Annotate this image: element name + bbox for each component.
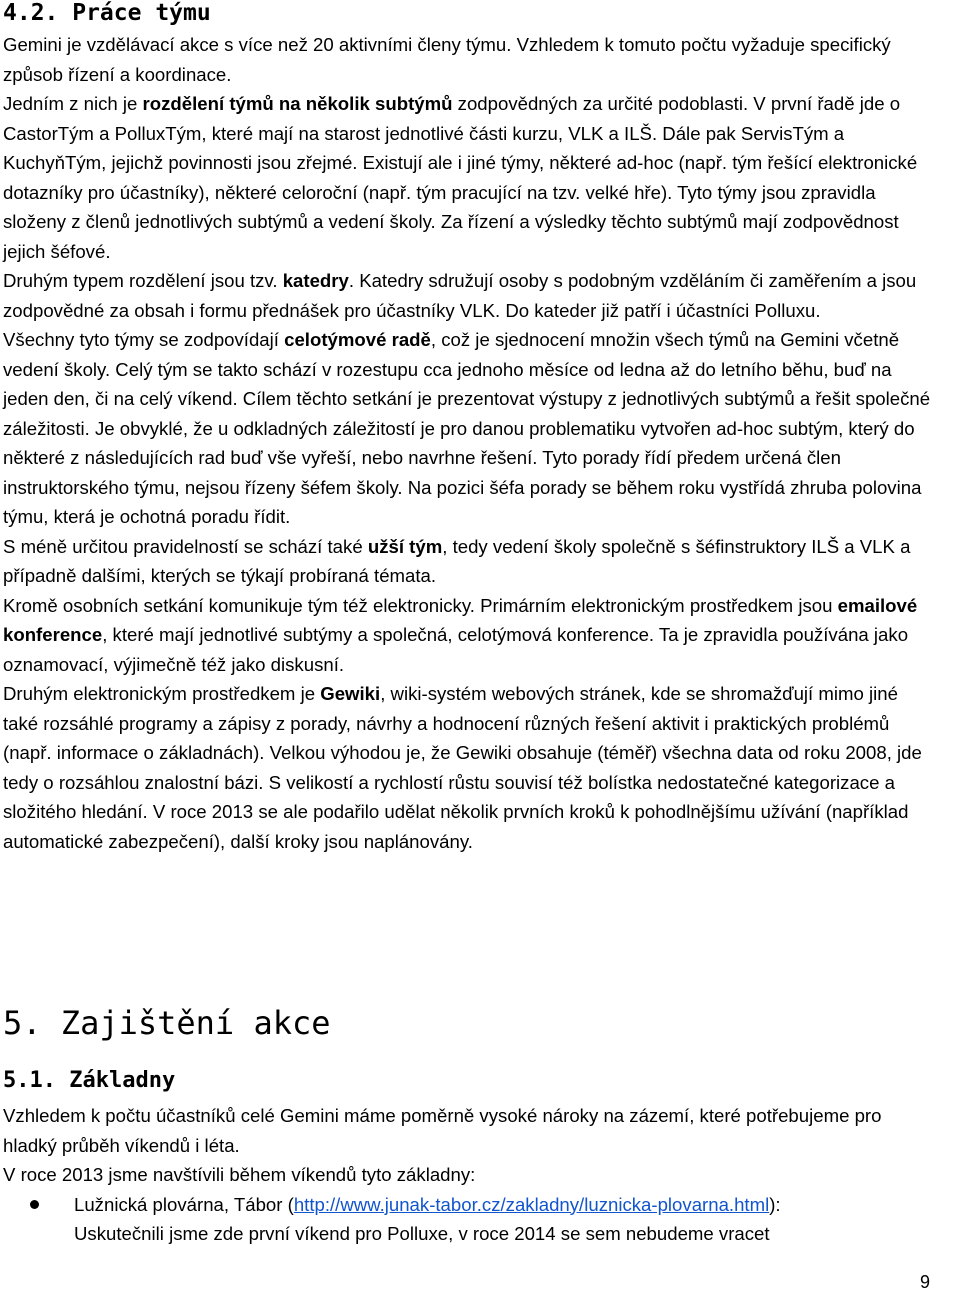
section-5-1-body bbox=[3, 1101, 933, 1249]
list-item-name: Lužnická plovárna, Tábor ( bbox=[74, 1193, 294, 1215]
bold-term: celotýmové radě bbox=[284, 329, 431, 350]
paragraph-text: . Katedry sdružují osoby s podobným vzděláním či zaměřením a jsou zodpovědné za obsah i formu přednášek pro účastníky VLK. Do kateder již patří i účastníci Polluxu. bbox=[3, 270, 917, 321]
paragraph-text: Jedním z nich je bbox=[3, 93, 143, 114]
paragraph-text: V roce 2013 jsme navštívili během víkendů tyto základny: bbox=[3, 1164, 476, 1185]
paragraph bbox=[3, 30, 933, 89]
paragraph-text: , které mají jednotlivé subtýmy a společná, celotýmová konference. Ta je zpravidla používána jako oznamovací, výjimečně též jako diskusní. bbox=[3, 624, 909, 675]
paragraph bbox=[3, 1101, 933, 1160]
chapter-heading-5: 5. Zajištění akce bbox=[3, 1004, 331, 1042]
base-list bbox=[3, 1190, 933, 1249]
paragraph bbox=[3, 679, 933, 856]
paragraph-text: Gemini je vzdělávací akce s více než 20 aktivními členy týmu. Vzhledem k tomuto počtu vyžaduje specifický způsob řízení a koordinace. bbox=[3, 34, 891, 85]
list-item-punct: ): bbox=[769, 1193, 781, 1215]
paragraph bbox=[3, 1160, 933, 1190]
paragraph-text: Vzhledem k počtu účastníků celé Gemini máme poměrně vysoké nároky na zázemí, které potřebujeme pro hladký průběh víkendů i léta. bbox=[3, 1105, 882, 1156]
paragraph-text: , což je sjednocení množin všech týmů na Gemini včetně vedení školy. Celý tým se takto schází v rozestupu cca jednoho měsíce od ledna až do letního běhu, buď na jeden den, či na celý víkend. Cílem těchto setkání je prezentovat výstupy z jednotlivých subtýmů a řešit společné záležitosti. Je obvyklé, že u odkladných záležitostí je pro danou problematiku vytvořen ad-hoc subtým, který do některé z následujících rad buď vše vyřeší, nebo navrhne řešení. Tyto porady řídí předem určená člen instruktorského týmu, nejsou řízeny šéfem školy. Na pozici šéfa porady se během roku vystřídá zhruba polovina týmu, která je ochotná poradu řídit. bbox=[3, 329, 931, 527]
paragraph-text: Druhým elektronickým prostředkem je bbox=[3, 683, 321, 704]
paragraph-text: Všechny tyto týmy se zodpovídají bbox=[3, 329, 285, 350]
paragraph bbox=[3, 532, 933, 591]
list-item bbox=[3, 1190, 933, 1249]
paragraph-text: S méně určitou pravidelností se schází také bbox=[3, 535, 368, 557]
paragraph-text: zodpovědných za určité podoblasti. V první řadě jde o CastorTým a PolluxTým, které mají na starost jednotlivé části kurzu, VLK a ILŠ. Dále pak ServisTým a KuchyňTým, jejichž povinnosti jsou zřejmé. Existují ale i jiné týmy, některé ad-hoc (např. tým řešící elektronické dotazníky pro účastníky), některé celoroční (např. tým pracující na tzv. velké hře). Tyto týmy jsou zpravidla složeny z členů jednotlivých subtýmů a vedení školy. Za řízení a výsledky těchto subtýmů mají zodpovědnost jejich šéfové. bbox=[3, 93, 918, 262]
list-item-desc: Uskutečnili jsme zde první víkend pro Polluxe, v roce 2014 se sem nebudeme vracet bbox=[74, 1223, 770, 1244]
bold-term: rozdělení týmů na několik subtýmů bbox=[142, 93, 453, 114]
paragraph-text: , wiki-systém webových stránek, kde se shromažďují mimo jiné také rozsáhlé programy a zápisy z porady, návrhy a hodnocení různých řešení aktivit i praktických problémů (např. informace o základnách). Velkou výhodou je, že Gewiki obsahuje (téměř) všechna data od roku 2008, jde tedy o rozsáhlou znalostní bázi. S velikostí a rychlostí růstu souvisí též bolístka nedostatečné kategorizace a složitého hledání. V roce 2013 se ale podařilo udělat několik prvních kroků k pohodlnějšímu užívání (například automatické zabezpečení), další kroky jsou naplánovány. bbox=[3, 683, 922, 852]
bold-term: emailové konference bbox=[3, 594, 918, 645]
paragraph bbox=[3, 266, 933, 325]
page-number: 9 bbox=[919, 1272, 930, 1292]
paragraph bbox=[3, 591, 933, 680]
bullet-icon bbox=[30, 1200, 39, 1209]
paragraph-text: , tedy vedení školy společně s šéfinstruktory ILŠ a VLK a případně dalšími, kterých se týkají probíraná témata. bbox=[3, 535, 911, 586]
paragraph-text: Druhým typem rozdělení jsou tzv. bbox=[3, 270, 283, 291]
paragraph bbox=[3, 89, 933, 266]
bold-term: užší tým bbox=[367, 535, 443, 557]
bold-term: katedry bbox=[282, 270, 349, 291]
section-heading-5-1: 5.1. Základny bbox=[3, 1068, 176, 1093]
section-heading-4-2: 4.2. Práce týmu bbox=[3, 0, 211, 26]
base-link[interactable]: http://www.junak-tabor.cz/zakladny/luznicka-plovarna.html bbox=[293, 1193, 770, 1215]
paragraph bbox=[3, 325, 933, 532]
paragraph-text: Kromě osobních setkání komunikuje tým též elektronicky. Primárním elektronickým prostředkem jsou bbox=[3, 594, 838, 616]
document-page bbox=[3, 0, 933, 856]
bold-term: Gewiki bbox=[320, 683, 381, 704]
